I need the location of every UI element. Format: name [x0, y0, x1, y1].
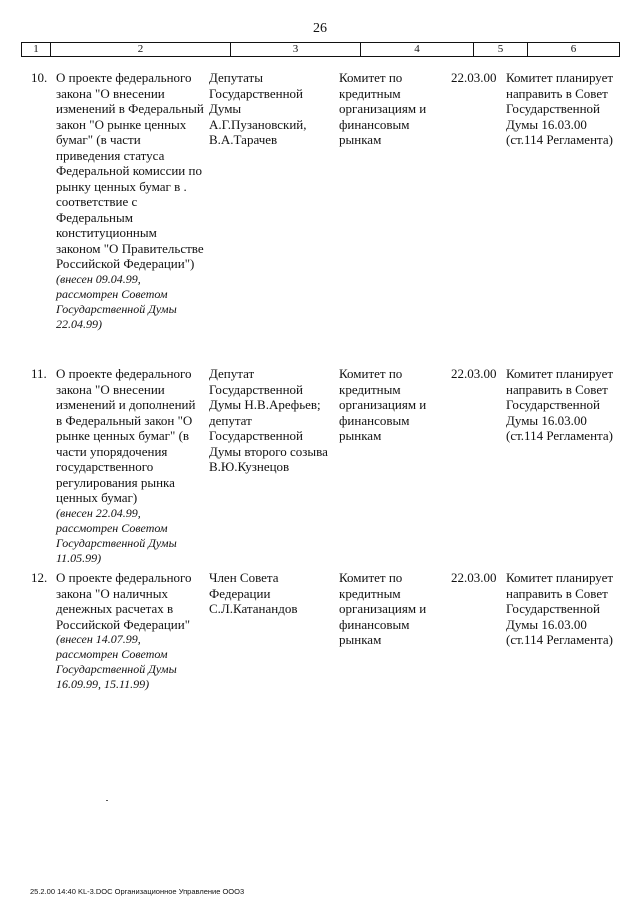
date: 22.03.00 — [451, 366, 497, 381]
row-number: 10. — [31, 70, 48, 85]
status: Комитет планирует направить в Совет Государственной Думы 16.03.00 (ст.114 Регламента) — [506, 366, 614, 443]
row-number: 11. — [31, 366, 47, 381]
row-number: 12. — [31, 570, 48, 585]
page-footer: 25.2.00 14:40 KL-3.DOC Организационное Управление ООО3 — [30, 887, 245, 896]
bill-title-cell — [56, 70, 204, 332]
page-number: 26 — [313, 21, 327, 36]
column-header-6: 6 — [528, 43, 620, 57]
bill-title: О проекте федерального закона "О наличных денежных расчетах в Российской Федерации" — [56, 570, 192, 632]
committee: Комитет по кредитным организациям и финансовым рынкам — [339, 70, 427, 147]
column-header-4: 4 — [361, 43, 474, 57]
column-header-1: 1 — [22, 43, 51, 57]
bill-authors: Член Совета Федерации С.Л.Катанандов — [209, 570, 298, 616]
column-header-3: 3 — [231, 43, 361, 57]
committee: Комитет по кредитным организациям и финансовым рынкам — [339, 570, 427, 647]
bill-authors: Депутат Государственной Думы Н.В.Арефьев; депутат Государственной Думы второго созыва В.Ю.Кузнецов — [209, 366, 328, 474]
scan-speck — [106, 800, 108, 801]
status: Комитет планирует направить в Совет Государственной Думы 16.03.00 (ст.114 Регламента) — [506, 70, 614, 147]
date: 22.03.00 — [451, 70, 497, 85]
column-header-2: 2 — [51, 43, 231, 57]
column-header-table — [21, 42, 620, 57]
date: 22.03.00 — [451, 570, 497, 585]
bill-authors: Депутаты Государственной Думы А.Г.Пузановский, В.А.Тарачев — [209, 70, 307, 147]
committee: Комитет по кредитным организациям и финансовым рынкам — [339, 366, 427, 443]
bill-note: (внесен 14.07.99, рассмотрен Советом Государственной Думы 16.09.99, 15.11.99) — [56, 632, 177, 691]
bill-note: (внесен 22.04.99, рассмотрен Советом Государственной Думы 11.05.99) — [56, 505, 177, 565]
bill-title: О проекте федерального закона "О внесении изменений и дополнений в Федеральный закон "О рынке ценных бумаг" (в части упорядочения государственного регулирования рынка ценных бумаг) — [56, 366, 196, 505]
bill-note: (внесен 09.04.99, рассмотрен Советом Государственной Думы 22.04.99) — [56, 271, 177, 331]
bill-title: О проекте федерального закона "О внесении изменений в Федеральный закон "О рынке ценных бумаг" (в части приведения статуса Федеральной комиссии по рынку ценных бумаг в . соответствие с Федеральным конституционным законом "О Правительстве Российской Федерации") — [56, 70, 204, 271]
bill-title-cell — [56, 570, 204, 692]
bill-title-cell — [56, 366, 204, 566]
status: Комитет планирует направить в Совет Государственной Думы 16.03.00 (ст.114 Регламента) — [506, 570, 614, 647]
column-header-5: 5 — [474, 43, 528, 57]
